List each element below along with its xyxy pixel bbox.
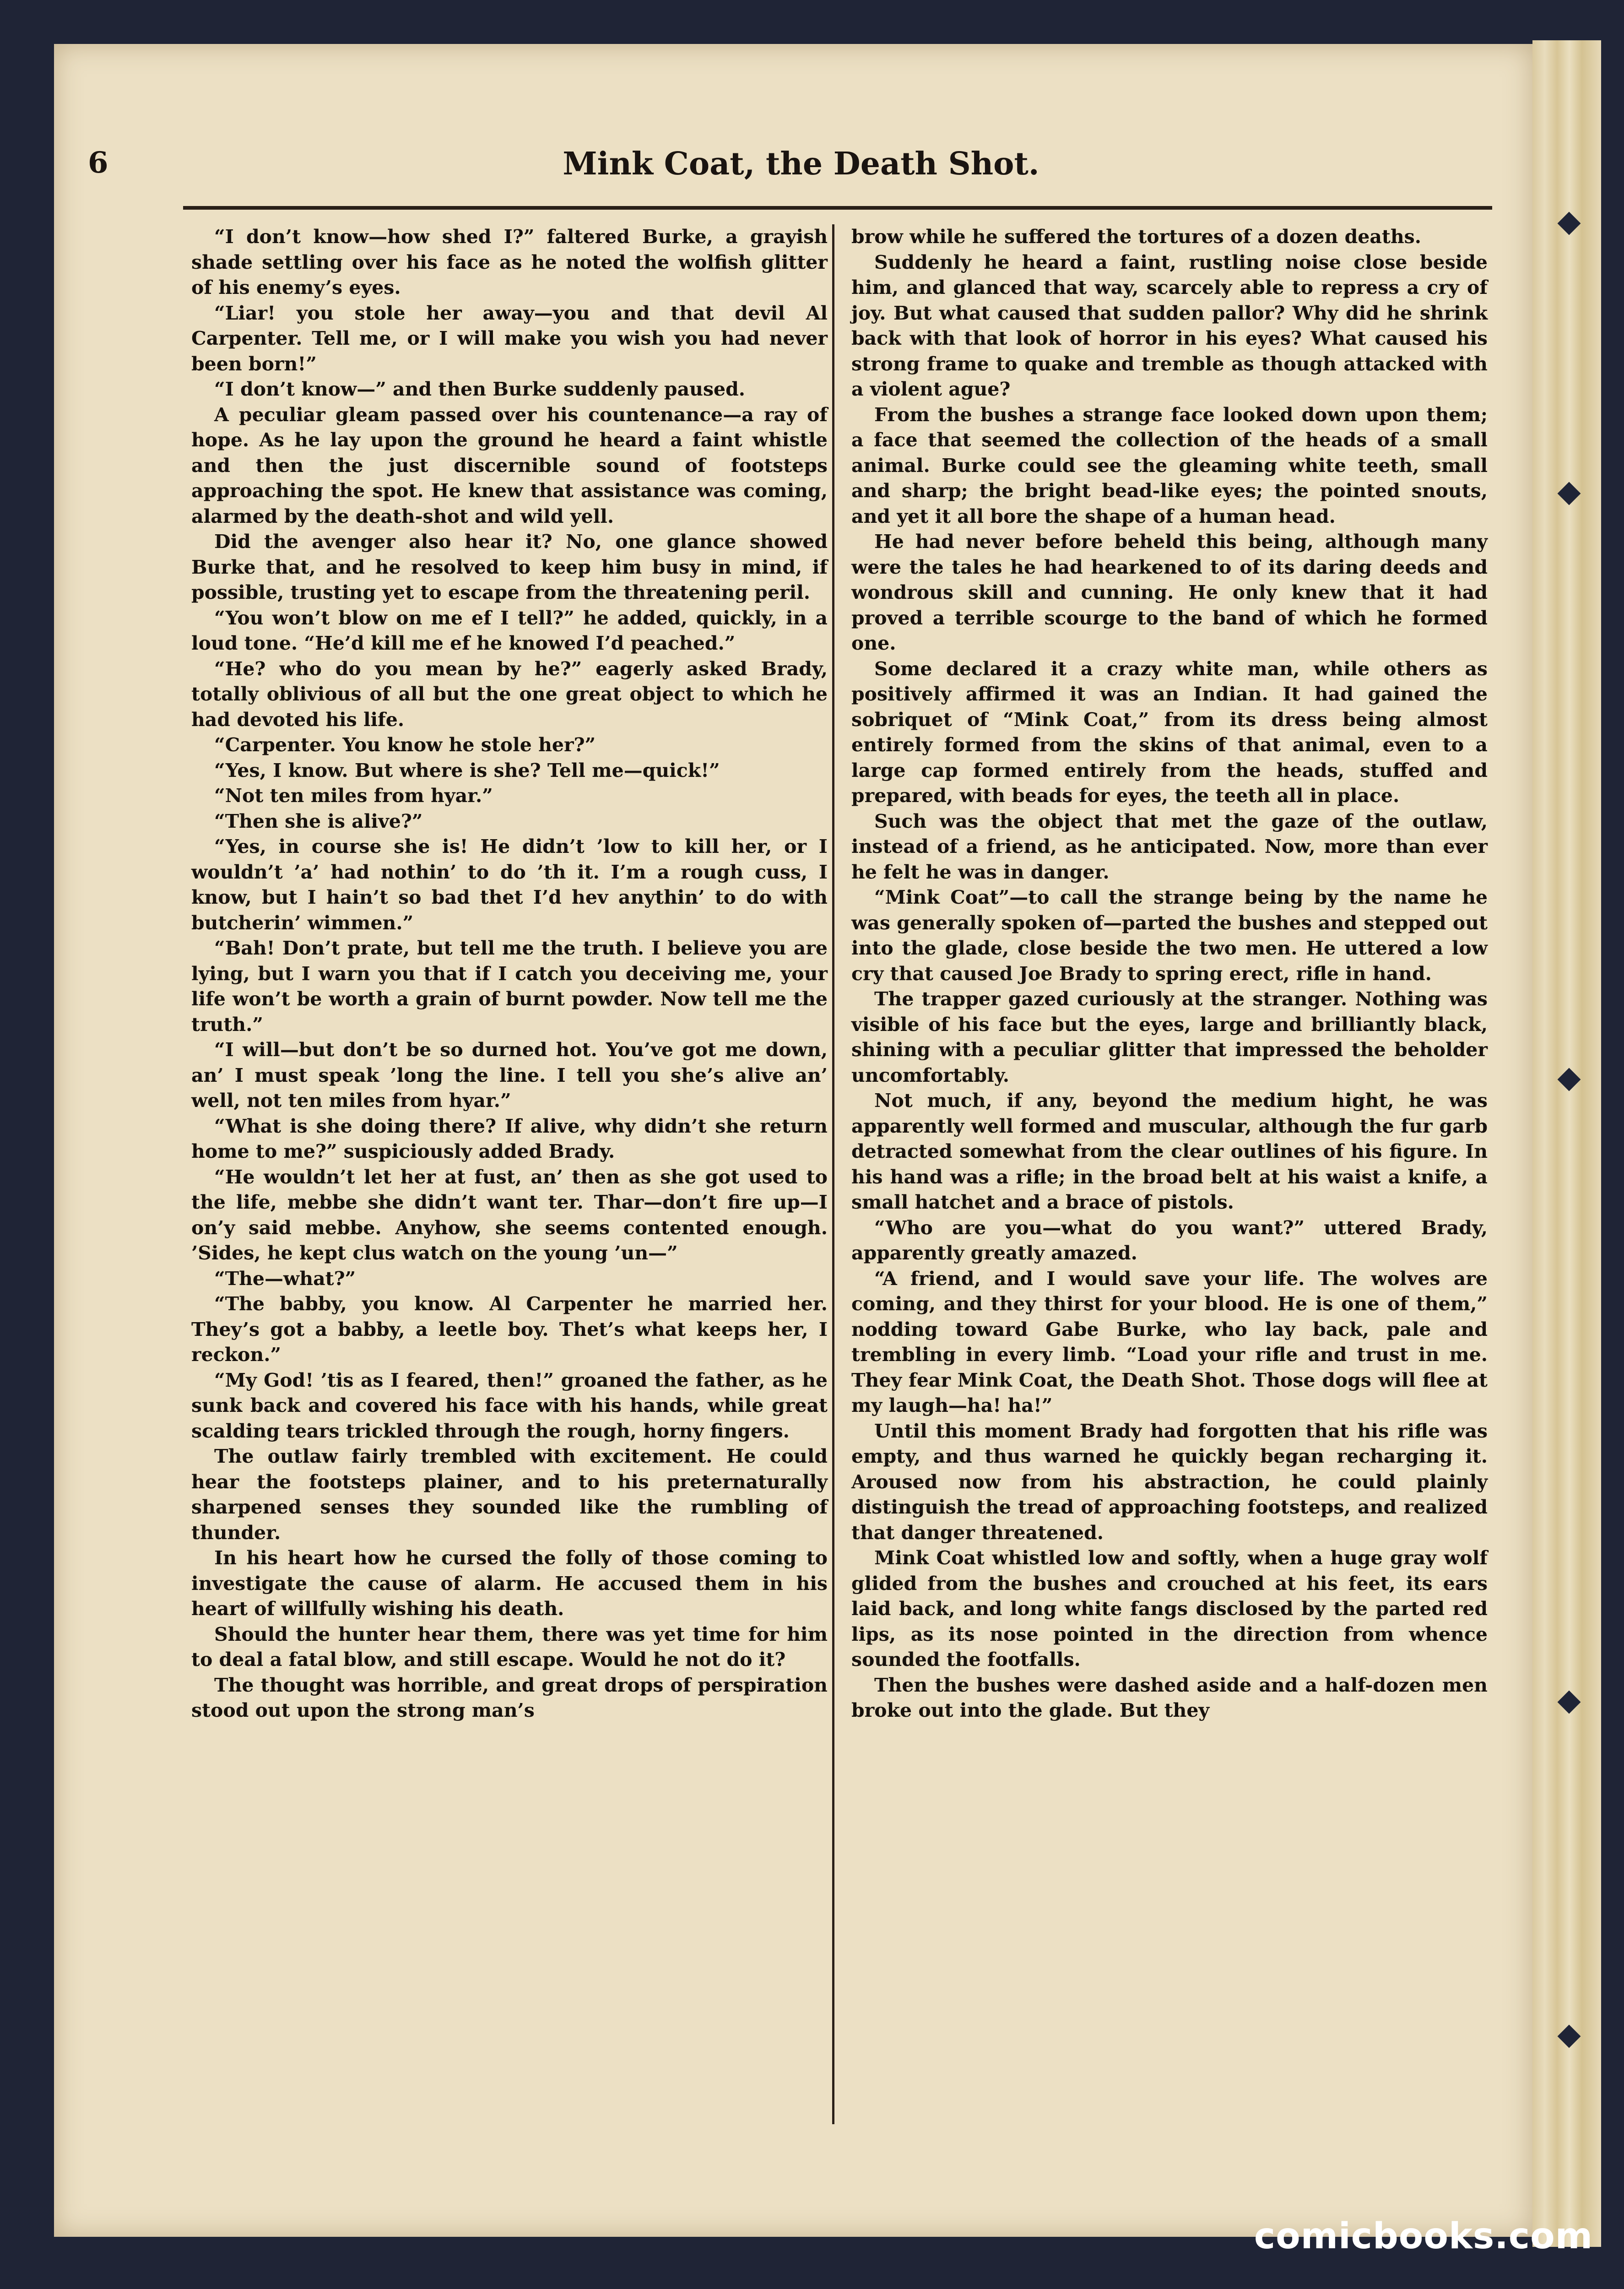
paragraph: A peculiar gleam passed over his countenance—a ray of hope. As he lay upon the ground he heard a faint whistle and then the just discernible sound of footsteps approaching the spot. He knew that assistance was coming, alarmed by the death-shot and wild yell. (191, 403, 828, 527)
paragraph: “I don’t know—how shed I?” faltered Burke, a grayish shade settling over his face as he noted the wolfish glitter of his enemy’s eyes. (191, 226, 828, 298)
page-header (137, 133, 1465, 188)
paragraph: “Mink Coat”—to call the strange being by the name he was generally spoken of—parted the bushes and stepped out into the glade, close beside the two men. He uttered a low cry that caused Joe Brady to spring erect, rifle in hand. (851, 886, 1488, 985)
paragraph: “He wouldn’t let her at fust, an’ then as she got used to the life, mebbe she didn’t want ter. Thar—don’t fire up—I on’y said mebbe. Anyhow, she seems contented enough. ’Sides, he kept clus watch on the young ’un—” (191, 1166, 828, 1264)
paragraph: “Carpenter. You know he stole her?” (214, 734, 596, 756)
paragraph: He had never before beheld this being, although many were the tales he had hearkened to of its daring deeds and wondrous skill and cunning. He only knew that it had proved a terrible scourge to the band of which he formed one. (851, 531, 1488, 654)
paragraph: “A friend, and I would save your life. The wolves are coming, and they thirst for your blood. He is one of them,” nodding toward Gabe Burke, who lay back, pale and trembling in every limb. “Load your rifle and trust in me. They fear Mink Coat, the Death Shot. Those dogs will flee at my laugh—ha! ha!” (851, 1267, 1488, 1416)
paragraph: brow while he suffered the tortures of a dozen deaths. (851, 226, 1421, 248)
paragraph: From the bushes a strange face looked down upon them; a face that seemed the collection of the heads of a small animal. Burke could see the gleaming white teeth, small and sharp; the bright bead-like eyes; the pointed snouts, and yet it all bore the shape of a human head. (851, 403, 1488, 527)
left-column (191, 224, 828, 1724)
paragraph: Then the bushes were dashed aside and a half-dozen men broke out into the glade. But they (851, 1674, 1488, 1721)
paragraph: The thought was horrible, and great drops of perspiration stood out upon the strong man’s (191, 1674, 828, 1721)
paragraph: “I don’t know—” and then Burke suddenly paused. (214, 378, 746, 400)
paragraph: The outlaw fairly trembled with excitement. He could hear the footsteps plainer, and to his preternaturally sharpened senses they sounded like the rumbling of thunder. (191, 1445, 828, 1544)
paragraph: “You won’t blow on me ef I tell?” he added, quickly, in a loud tone. “He’d kill me ef he knowed I’d peached.” (191, 607, 828, 654)
watermark: comicbooks.com (1254, 2216, 1593, 2257)
paragraph: Did the avenger also hear it? No, one glance showed Burke that, and he resolved to keep him busy in mind, if possible, trusting yet to escape from the threatening peril. (191, 531, 828, 603)
paragraph: “What is she doing there? If alive, why didn’t she return home to me?” suspiciously added Brady. (191, 1115, 828, 1162)
paragraph: Mink Coat whistled low and softly, when a huge gray wolf glided from the bushes and crouched at his feet, its ears laid back, and long white fangs disclosed by the parted red lips, as its nose pointed in the direction from whence sounded the footfalls. (851, 1547, 1488, 1671)
paragraph: “The babby, you know. Al Carpenter he married her. They’s got a babby, a leetle boy. Thet’s what keeps her, I reckon.” (191, 1293, 828, 1366)
paragraph: “He? who do you mean by he?” eagerly asked Brady, totally oblivious of all but the one great object to which he had devoted his life. (191, 657, 828, 731)
paragraph: The trapper gazed curiously at the stranger. Nothing was visible of his face but the eyes, large and brilliantly black, shining with a peculiar glitter that impressed the beholder uncomfortably. (851, 988, 1488, 1086)
paragraph: Should the hunter hear them, there was yet time for him to deal a fatal blow, and still escape. Would he not do it? (191, 1623, 828, 1671)
right-column (851, 224, 1488, 1724)
paragraph: “The—what?” (214, 1267, 356, 1290)
page-number: 6 (88, 146, 108, 180)
paragraph: “Then she is alive?” (214, 810, 423, 832)
paragraph: “Yes, in course she is! He didn’t ’low to kill her, or I wouldn’t ’a’ had nothin’ to do ’th it. I’m a rough cuss, I know, but I hain’t so bad thet I’d hev anythin’ to do with butcherin’ wimmen.” (191, 835, 828, 934)
running-title: Mink Coat, the Death Shot. (563, 146, 1039, 182)
header-rule (183, 206, 1492, 210)
paragraph: In his heart how he cursed the folly of those coming to investigate the cause of alarm. He accused them in his heart of willfully wishing his death. (191, 1547, 828, 1620)
paragraph: Some declared it a crazy white man, while others as positively affirmed it was an Indian. It had gained the sobriquet of “Mink Coat,” from its dress being almost entirely formed from the skins of that animal, even to a large cap formed entirely from the heads, stuffed and prepared, with beads for eyes, the teeth all in place. (851, 657, 1488, 807)
paragraph: “I will—but don’t be so durned hot. You’ve got me down, an’ I must speak ’long the line. I tell you she’s alive an’ well, not ten miles from hyar.” (191, 1039, 828, 1112)
paragraph: “Yes, I know. But where is she? Tell me—quick!” (214, 759, 720, 781)
paragraph: “Bah! Don’t prate, but tell me the truth. I believe you are lying, but I warn you that if I catch you deceiving me, your life won’t be worth a grain of burnt powder. Now tell me the truth.” (191, 937, 828, 1036)
paragraph: “My God! ’tis as I feared, then!” groaned the father, as he sunk back and covered his face with his hands, while great scalding tears trickled through the rough, horny fingers. (191, 1369, 828, 1442)
paragraph: Not much, if any, beyond the medium hight, he was apparently well formed and muscular, although the fur garb detracted somewhat from the clear outlines of his figure. In his hand was a rifle; in the broad belt at his waist a knife, a small hatchet and a brace of pistols. (851, 1090, 1488, 1213)
page-edge-stack (1532, 40, 1601, 2247)
paragraph: Such was the object that met the gaze of the outlaw, instead of a friend, as he anticipated. Now, more than ever he felt he was in danger. (851, 810, 1488, 883)
paragraph: “Not ten miles from hyar.” (214, 785, 493, 807)
column-divider (832, 224, 834, 2124)
paragraph: “Who are you—what do you want?” uttered Brady, apparently greatly amazed. (851, 1216, 1488, 1264)
paragraph: Suddenly he heard a faint, rustling noise close beside him, and glanced that way, scarcely able to repress a cry of joy. But what caused that sudden pallor? Why did he shrink back with that look of horror in his eyes? What caused his strong frame to quake and tremble as though attacked with a violent ague? (851, 251, 1488, 400)
paragraph: Until this moment Brady had forgotten that his rifle was empty, and thus warned he quickly began recharging it. Aroused now from his abstraction, he could plainly distinguish the tread of approaching footsteps, and realized that danger threatened. (851, 1420, 1488, 1544)
paragraph: “Liar! you stole her away—you and that devil Al Carpenter. Tell me, or I will make you wish you had never been born!” (191, 302, 828, 375)
